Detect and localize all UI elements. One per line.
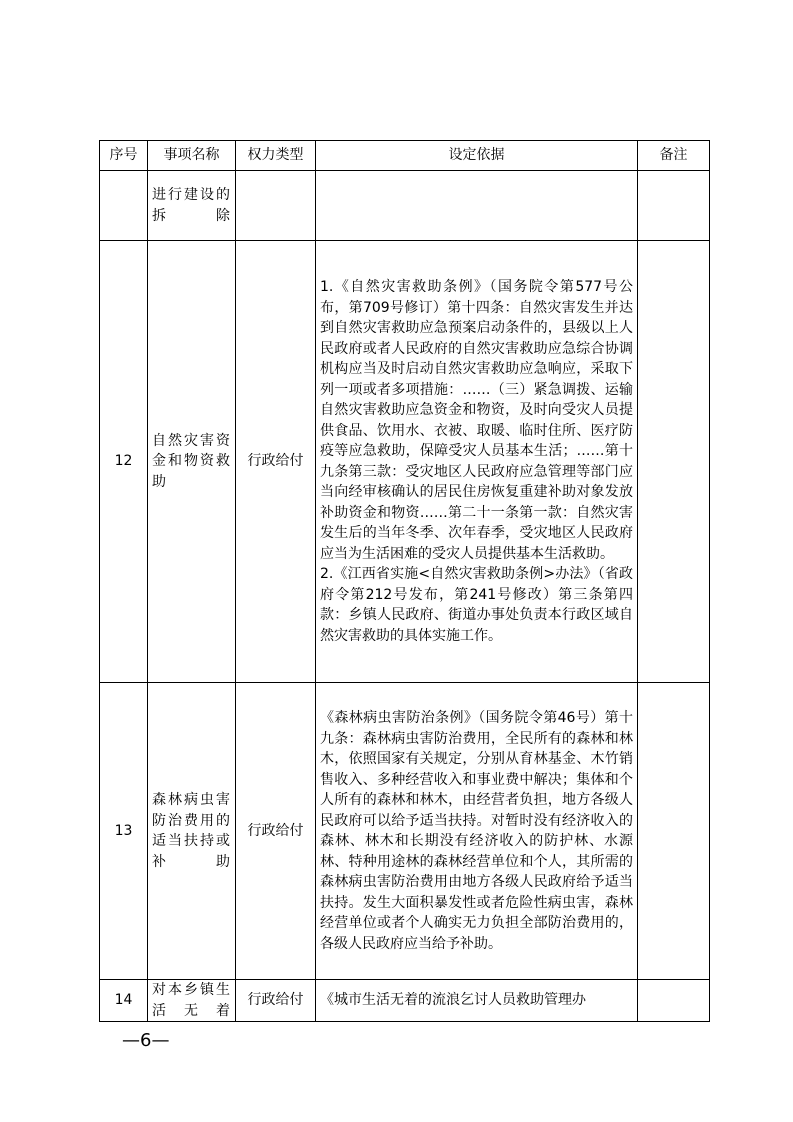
row-remarks	[638, 683, 710, 980]
row-serial-no: 12	[100, 241, 148, 683]
row-item-name: 进行建设的拆除	[148, 171, 236, 241]
page-number: —6—	[122, 1030, 170, 1051]
row-serial-no	[100, 171, 148, 241]
row-remarks	[638, 241, 710, 683]
row-power-type	[236, 171, 316, 241]
header-item-name: 事项名称	[148, 141, 236, 171]
header-power-type: 权力类型	[236, 141, 316, 171]
header-remarks: 备注	[638, 141, 710, 171]
header-row	[100, 141, 710, 171]
row-legal-basis	[316, 683, 638, 980]
row-legal-basis	[316, 171, 638, 241]
table-header	[100, 141, 710, 171]
row-power-type: 行政给付	[236, 683, 316, 980]
legal-basis-paragraph: 2.《江西省实施<自然灾害救助条例>办法》（省政府令第212号发布，第241号修改）第三条第四款：乡镇人民政府、街道办事处负责本行政区域自然灾害救助的具体实施工作。	[320, 566, 633, 644]
power-list-table	[99, 140, 710, 1022]
legal-basis-paragraph: 《森林病虫害防治条例》（国务院令第46号）第十九条：森林病虫害防治费用，全民所有的森林和林木，依照国家有关规定，分别从育林基金、木竹销售收入、多种经营收入和事业费中解决；集体和个人所有的森林和林木，由经营者负担，地方各级人民政府可以给予适当扶持。对暂时没有经济收入的森林、林木和长期没有经济收入的防护林、水源林、特种用途林的森林经营单位和个人，其所需的森林病虫害防治费用由地方各级人民政府给予适当扶持。发生大面积暴发性或者危险性病虫害，森林经营单位或者个人确实无力负担全部防治费用的，各级人民政府应当给予补助。	[320, 710, 633, 952]
row-serial-no: 14	[100, 980, 148, 1022]
header-legal-basis: 设定依据	[316, 141, 638, 171]
row-legal-basis	[316, 980, 638, 1022]
row-power-type: 行政给付	[236, 241, 316, 683]
table-row	[100, 683, 710, 980]
table-row	[100, 171, 710, 241]
header-serial-no: 序号	[100, 141, 148, 171]
legal-basis-paragraph: 《城市生活无着的流浪乞讨人员救助管理办	[320, 992, 586, 1009]
table-row	[100, 980, 710, 1022]
legal-basis-paragraph: 1.《自然灾害救助条例》（国务院令第577号公布，第709号修订）第十四条：自然灾害发生并达到自然灾害救助应急预案启动条件的，县级以上人民政府或者人民政府的自然灾害救助应急综合协调机构应当及时启动自然灾害救助应急响应，采取下列一项或者多项措施：……（三）紧急调拨、运输自然灾害救助应急资金和物资，及时向受灾人员提供食品、饮用水、衣被、取暖、临时住所、医疗防疫等应急救助，保障受灾人员基本生活；……第十九条第三款：受灾地区人民政府应急管理等部门应当向经审核确认的居民住房恢复重建补助对象发放补助资金和物资……第二十一条第一款：自然灾害发生后的当年冬季、次年春季，受灾地区人民政府应当为生活困难的受灾人员提供基本生活救助。	[320, 279, 633, 562]
row-item-name: 对本乡镇生活无着	[148, 980, 236, 1022]
row-legal-basis	[316, 241, 638, 683]
row-remarks	[638, 171, 710, 241]
row-serial-no: 13	[100, 683, 148, 980]
row-item-name: 森林病虫害防治费用的适当扶持或补助	[148, 683, 236, 980]
table-row	[100, 241, 710, 683]
row-remarks	[638, 980, 710, 1022]
row-power-type: 行政给付	[236, 980, 316, 1022]
row-item-name: 自然灾害资金和物资救助	[148, 241, 236, 683]
